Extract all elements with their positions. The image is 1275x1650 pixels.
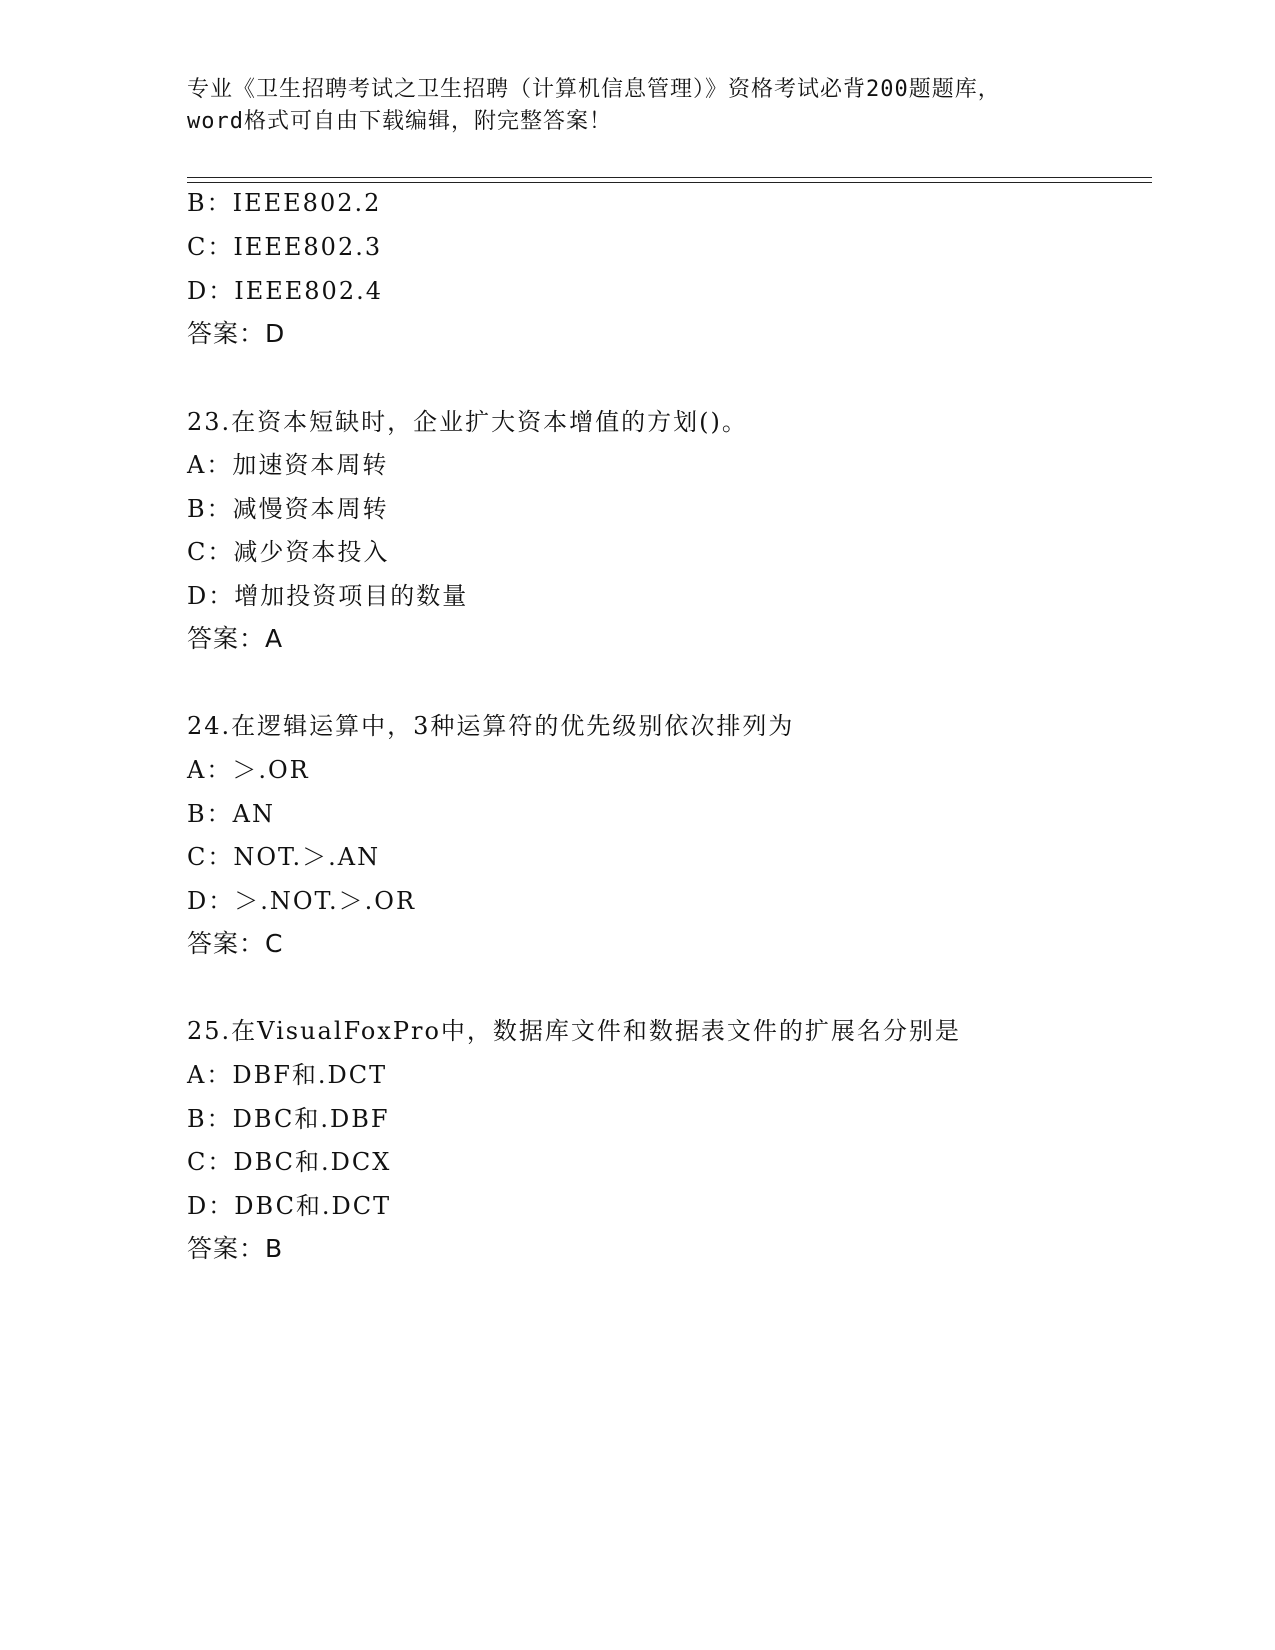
header-title-line-1: 专业《卫生招聘考试之卫生招聘（计算机信息管理）》资格考试必背200题题库， [187, 77, 1001, 102]
q24-option-d: D：＞.NOT.＞.OR [187, 887, 417, 915]
q25-answer: 答案：B [187, 1234, 284, 1263]
header-divider-top [187, 177, 1152, 178]
document-header [187, 74, 1087, 138]
q25-option-b: B：DBC和.DBF [187, 1105, 390, 1133]
q23-option-d: D：增加投资项目的数量 [187, 582, 469, 610]
q23-answer: 答案：A [187, 624, 284, 653]
q23-option-b: B：减慢资本周转 [187, 495, 389, 523]
q24-option-b: B：AN [187, 800, 275, 828]
q25-option-d: D：DBC和.DCT [187, 1192, 392, 1220]
q25-option-a: A：DBF和.DCT [187, 1061, 388, 1089]
q24-option-a: A：＞.OR [187, 756, 310, 784]
header-divider-bottom [187, 182, 1152, 183]
q25-option-c: C：DBC和.DCX [187, 1148, 392, 1176]
q25-question: 25.在VisualFoxPro中，数据库文件和数据表文件的扩展名分别是 [187, 1017, 961, 1045]
q22-option-c: C：IEEE802.3 [187, 233, 383, 261]
q22-option-b: B：IEEE802.2 [187, 189, 382, 217]
q22-answer: 答案：D [187, 319, 286, 348]
q23-option-c: C：减少资本投入 [187, 538, 390, 566]
q24-question: 24.在逻辑运算中，3种运算符的优先级别依次排列为 [187, 712, 795, 740]
q23-option-a: A：加速资本周转 [187, 451, 389, 479]
q24-option-c: C：NOT.＞.AN [187, 843, 381, 871]
q24-answer: 答案：C [187, 929, 284, 958]
q23-question: 23.在资本短缺时，企业扩大资本增值的方划()。 [187, 408, 748, 436]
q22-option-d: D：IEEE802.4 [187, 277, 383, 305]
header-title-line-2: word格式可自由下载编辑，附完整答案！ [187, 109, 612, 134]
